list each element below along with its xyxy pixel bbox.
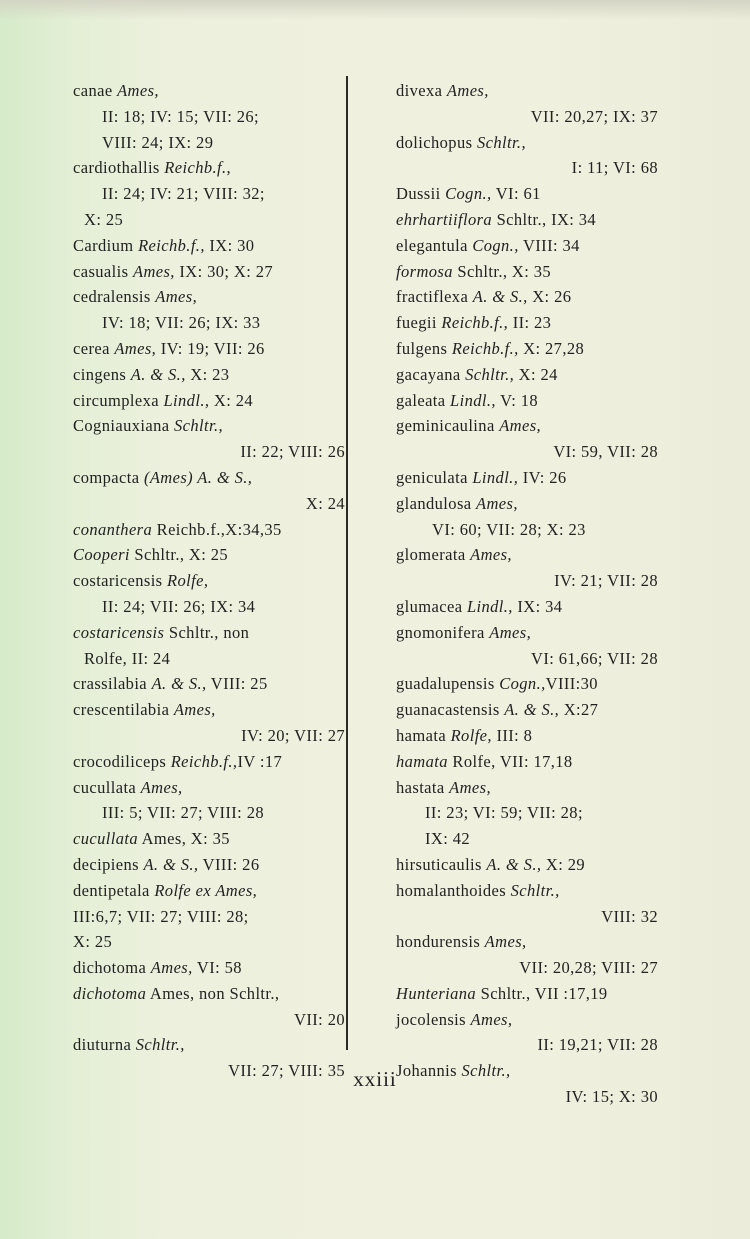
entry-text: VIII: 32	[601, 906, 658, 926]
authority-text: (Ames) A. & S.,	[143, 467, 253, 487]
entry-text: VI: 61,66; VII: 28	[531, 648, 658, 668]
index-line	[396, 465, 658, 491]
entry-text: diuturna	[73, 1035, 136, 1055]
authority-text: A. & S.,	[504, 700, 560, 720]
authority-text: Schltr.,	[173, 416, 224, 436]
entry-text: glumacea	[396, 596, 467, 616]
entry-text: II: 22; VIII: 26	[240, 442, 345, 462]
entry-text: X: 27,28	[518, 338, 585, 358]
authority-text: A. & S.,	[143, 854, 199, 874]
authority-text: costaricensis	[73, 622, 165, 642]
entry-text: Ames, non Schltr.,	[146, 983, 280, 1003]
authority-text: Cooperi	[73, 545, 130, 565]
authority-text: A. & S.,	[486, 854, 542, 874]
index-line	[73, 1032, 345, 1058]
entry-text: VI: 59, VII: 28	[553, 442, 658, 462]
authority-text: Ames,	[173, 700, 216, 720]
index-line	[396, 413, 658, 439]
index-line	[396, 491, 658, 517]
entry-text: gnomonifera	[396, 622, 490, 642]
index-line	[396, 542, 658, 568]
entry-text: costaricensis	[73, 571, 168, 591]
index-line	[396, 749, 658, 775]
authority-text: Lindl.,	[466, 596, 513, 616]
entry-text: IX: 30	[204, 235, 255, 255]
entry-text: Dussii	[396, 184, 446, 204]
authority-text: Ames,	[476, 493, 518, 513]
index-line	[396, 620, 658, 646]
index-line	[396, 929, 658, 955]
index-line	[396, 775, 658, 801]
entry-text: II: 24; VII: 26; IX: 34	[102, 596, 256, 616]
authority-text: Schltr.,	[476, 132, 526, 152]
authority-text: Reichb.f.,	[441, 313, 509, 333]
entry-text: Schltr., X: 35	[452, 261, 552, 281]
index-line	[73, 723, 345, 749]
index-line	[396, 207, 658, 233]
index-line	[396, 439, 658, 465]
entry-text: Schltr., X: 25	[129, 545, 229, 565]
authority-text: Cogn.,	[472, 235, 519, 255]
entry-text: IV: 20; VII: 27	[241, 725, 345, 745]
entry-text: geminicaulina	[396, 416, 500, 436]
authority-text: Ames,	[150, 958, 193, 978]
entry-text: X: 29	[541, 854, 586, 874]
entry-text: hirsuticaulis	[396, 854, 487, 874]
entry-text: VIII: 34	[518, 235, 580, 255]
entry-text: Schltr., IX: 34	[492, 209, 597, 229]
entry-text: galeata	[396, 390, 451, 410]
index-line	[396, 594, 658, 620]
index-line	[73, 594, 345, 620]
authority-text: Ames,	[155, 287, 198, 307]
index-line	[396, 104, 658, 130]
index-line	[73, 104, 345, 130]
index-line	[396, 878, 658, 904]
entry-text: X: 25	[84, 209, 124, 229]
entry-text: IX: 34	[512, 596, 563, 616]
index-line	[396, 852, 658, 878]
authority-text: Rolfe ex Ames,	[154, 880, 258, 900]
entry-text: crassilabia	[73, 674, 152, 694]
entry-text: fuegii	[396, 313, 442, 333]
column-divider	[346, 76, 348, 1050]
entry-text: VIII: 25	[206, 674, 268, 694]
index-line	[396, 1032, 658, 1058]
authority-text: dichotoma	[73, 983, 147, 1003]
entry-text: Schltr., VII :17,19	[476, 983, 608, 1003]
authority-text: Reichb.f.,	[170, 751, 238, 771]
page-top-shadow	[0, 0, 750, 20]
authority-text: Ames,	[114, 338, 157, 358]
entry-text: IV :17	[237, 751, 283, 771]
entry-text: VIII: 24; IX: 29	[102, 132, 214, 152]
entry-text: VI: 61	[491, 184, 541, 204]
entry-text: hondurensis	[396, 932, 485, 952]
entry-text: X: 24	[514, 364, 558, 384]
index-line	[396, 723, 658, 749]
index-line	[73, 620, 345, 646]
index-line	[73, 336, 345, 362]
entry-text: dichotoma	[73, 958, 151, 978]
index-line	[396, 671, 658, 697]
index-line	[396, 310, 658, 336]
entry-text: Rolfe, II: 24	[84, 648, 171, 668]
index-line	[396, 826, 658, 852]
entry-text: geniculata	[396, 467, 473, 487]
index-line	[73, 181, 345, 207]
authority-text: Hunteriana	[396, 983, 477, 1003]
authority-text: A. & S.,	[472, 287, 528, 307]
entry-text: X: 23	[185, 364, 230, 384]
index-line	[396, 800, 658, 826]
index-line	[396, 336, 658, 362]
index-line	[73, 542, 345, 568]
authority-text: Ames,	[117, 81, 159, 100]
entry-text: III: 8	[491, 725, 533, 745]
index-line	[396, 130, 658, 156]
entry-text: hamata	[396, 725, 451, 745]
entry-text: IV: 15; X: 30	[565, 1087, 658, 1107]
index-line	[396, 697, 658, 723]
entry-text: VII: 20,28; VIII: 27	[519, 958, 658, 978]
entry-text: dentipetala	[73, 880, 155, 900]
entry-text: Cardium	[73, 235, 139, 255]
index-line	[73, 929, 345, 955]
entry-text: V: 18	[495, 390, 539, 410]
index-line	[396, 517, 658, 543]
index-line	[396, 568, 658, 594]
entry-text: X: 24	[305, 493, 345, 513]
entry-text: Cogniauxiana	[73, 416, 174, 436]
index-line	[73, 388, 345, 414]
authority-text: Reichb.f.,	[451, 338, 519, 358]
index-line	[73, 671, 345, 697]
authority-text: Cogn.,	[499, 674, 546, 694]
authority-text: hamata	[396, 751, 448, 771]
index-line	[73, 800, 345, 826]
entry-text: VII: 20,27; IX: 37	[530, 106, 658, 126]
index-line	[396, 646, 658, 672]
authority-text: Lindl.,	[450, 390, 496, 410]
index-column-left	[73, 78, 345, 1084]
authority-text: Schltr.,	[465, 364, 515, 384]
entry-text: canae	[73, 81, 118, 100]
index-line	[73, 568, 345, 594]
entry-text: IX: 30; X: 27	[174, 261, 274, 281]
index-line	[73, 826, 345, 852]
index-line	[73, 878, 345, 904]
entry-text: II: 19,21; VII: 28	[537, 1035, 658, 1055]
index-line	[73, 130, 345, 156]
authority-text: Ames,	[499, 416, 542, 436]
authority-text: Ames,	[484, 932, 527, 952]
entry-text: VI: 58	[192, 958, 242, 978]
index-line	[396, 955, 658, 981]
authority-text: Ames,	[470, 545, 512, 565]
authority-text: Schltr.,	[510, 880, 560, 900]
index-line	[73, 1007, 345, 1033]
entry-text: IV: 21; VII: 28	[554, 571, 658, 591]
authority-text: Rolfe,	[167, 571, 209, 591]
index-line	[73, 517, 345, 543]
index-line	[396, 78, 658, 104]
index-line	[73, 955, 345, 981]
entry-text: gacayana	[396, 364, 466, 384]
entry-text: IV: 26	[518, 467, 567, 487]
entry-text: Rolfe, VII: 17,18	[447, 751, 573, 771]
index-line	[73, 981, 345, 1007]
index-line	[396, 181, 658, 207]
entry-text: Reichb.f.,X:34,35	[152, 519, 282, 539]
authority-text: Schltr.,	[461, 1061, 511, 1081]
authority-text: A. & S.,	[130, 364, 186, 384]
entry-text: Johannis	[396, 1061, 462, 1081]
authority-text: conanthera	[73, 519, 153, 539]
entry-text: VII: 20	[294, 1009, 345, 1029]
index-line	[396, 259, 658, 285]
entry-text: cingens	[73, 364, 131, 384]
index-line	[396, 362, 658, 388]
entry-text: hastata	[396, 777, 450, 797]
authority-text: Ames,	[132, 261, 175, 281]
entry-text: II: 23; VI: 59; VII: 28;	[425, 803, 583, 823]
entry-text: X: 26	[527, 287, 572, 307]
entry-text: elegantula	[396, 235, 473, 255]
entry-text: cedralensis	[73, 287, 156, 307]
index-line	[73, 284, 345, 310]
index-line	[73, 233, 345, 259]
entry-text: fulgens	[396, 338, 452, 358]
entry-text: VII: 27; VIII: 35	[228, 1061, 345, 1081]
entry-text: guadalupensis	[396, 674, 500, 694]
entry-text: glandulosa	[396, 493, 477, 513]
authority-text: Rolfe,	[450, 725, 492, 745]
entry-text: X: 25	[73, 932, 113, 952]
authority-text: A. & S.,	[151, 674, 207, 694]
entry-text: III:6,7; VII: 27; VIII: 28;	[73, 906, 249, 926]
index-line	[73, 362, 345, 388]
index-line	[73, 439, 345, 465]
entry-text: II: 24; IV: 21; VIII: 32;	[102, 184, 265, 204]
entry-text: II: 23	[508, 313, 552, 333]
index-line	[396, 233, 658, 259]
entry-text: Schltr., non	[164, 622, 250, 642]
entry-text: divexa	[396, 81, 447, 100]
authority-text: Lindl.,	[472, 467, 519, 487]
authority-text: Reichb.f.,	[164, 158, 232, 178]
index-line	[73, 775, 345, 801]
entry-text: compacta	[73, 467, 144, 487]
authority-text: Ames,	[449, 777, 492, 797]
authority-text: Ames,	[489, 622, 532, 642]
index-line	[73, 310, 345, 336]
index-line	[396, 155, 658, 181]
index-line	[396, 284, 658, 310]
authority-text: Cogn.,	[445, 184, 492, 204]
entry-text: III: 5; VII: 27; VIII: 28	[102, 803, 264, 823]
entry-text: cucullata	[73, 777, 141, 797]
entry-text: VI: 60; VII: 28; X: 23	[432, 519, 586, 539]
authority-text: Ames,	[140, 777, 183, 797]
entry-text: jocolensis	[396, 1009, 471, 1029]
entry-text: IX: 42	[425, 829, 471, 849]
entry-text: Ames, X: 35	[138, 829, 230, 849]
entry-text: I: 11; VI: 68	[571, 158, 658, 178]
entry-text: X:27	[559, 700, 599, 720]
index-line	[396, 981, 658, 1007]
index-line	[73, 646, 345, 672]
entry-text: VIII:30	[545, 674, 598, 694]
index-line	[73, 852, 345, 878]
index-line	[73, 155, 345, 181]
index-line	[73, 697, 345, 723]
index-line	[396, 904, 658, 930]
index-line	[73, 207, 345, 233]
authority-text: formosa	[396, 261, 453, 281]
index-line	[73, 749, 345, 775]
index-line	[73, 491, 345, 517]
entry-text: crescentilabia	[73, 700, 174, 720]
entry-text: X: 24	[209, 390, 254, 410]
entry-text: IV: 18; VII: 26; IX: 33	[102, 313, 261, 333]
authority-text: ehrhartiiflora	[396, 209, 493, 229]
entry-text: glomerata	[396, 545, 471, 565]
index-line	[73, 465, 345, 491]
entry-text: cardiothallis	[73, 158, 165, 178]
entry-text: decipiens	[73, 854, 144, 874]
entry-text: VIII: 26	[198, 854, 260, 874]
entry-text: homalanthoides	[396, 880, 511, 900]
authority-text: Ames,	[470, 1009, 513, 1029]
index-column-right	[396, 78, 658, 1110]
entry-text: II: 18; IV: 15; VII: 26;	[102, 106, 260, 126]
index-line	[73, 413, 345, 439]
authority-text: Lindl.,	[163, 390, 210, 410]
index-line	[396, 388, 658, 414]
entry-text: IV: 19; VII: 26	[156, 338, 265, 358]
entry-text: dolichopus	[396, 132, 477, 152]
index-line	[73, 78, 345, 104]
entry-text: guanacastensis	[396, 700, 505, 720]
entry-text: casualis	[73, 261, 133, 281]
entry-text: crocodiliceps	[73, 751, 171, 771]
index-line	[73, 904, 345, 930]
entry-text: circumplexa	[73, 390, 164, 410]
page-number: xxiii	[353, 1067, 397, 1091]
entry-text: cerea	[73, 338, 115, 358]
authority-text: Ames,	[446, 81, 489, 100]
authority-text: Reichb.f.,	[138, 235, 205, 255]
index-line	[396, 1007, 658, 1033]
entry-text: fractiflexa	[396, 287, 473, 307]
index-line	[73, 259, 345, 285]
authority-text: Schltr.,	[135, 1035, 185, 1055]
authority-text: cucullata	[73, 829, 138, 849]
